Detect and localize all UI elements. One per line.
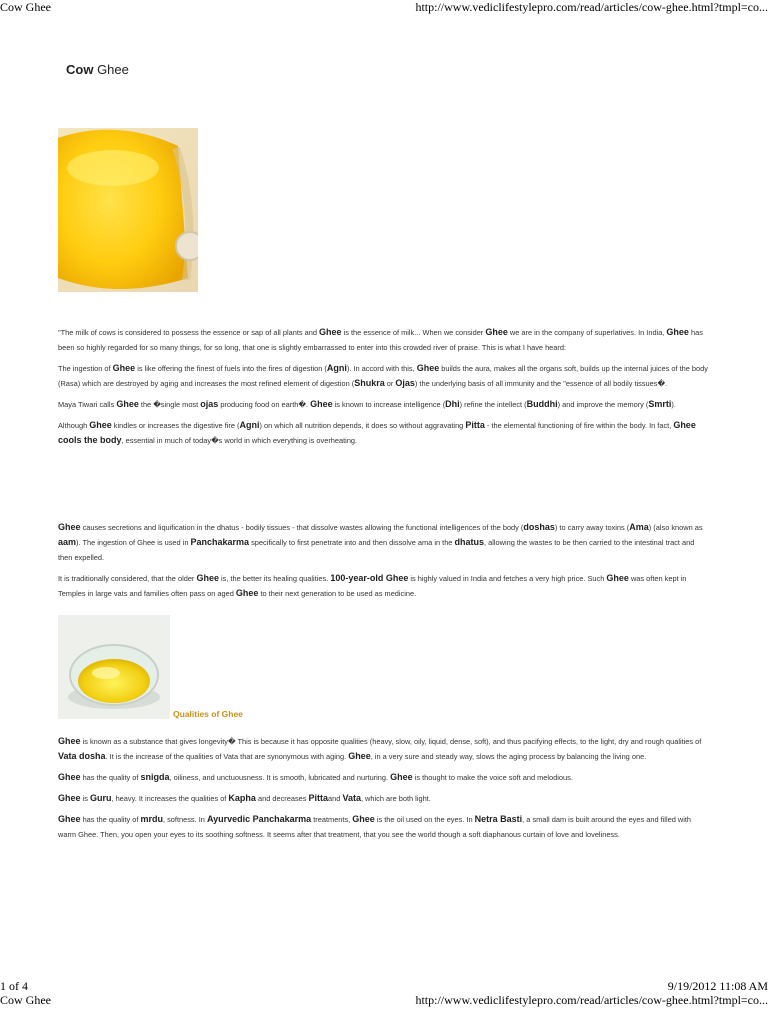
text-run: is thought to make the voice soft and melodious. xyxy=(412,773,573,782)
text-run: we are in the company of superlatives. In India, xyxy=(507,328,667,337)
text-run: Although xyxy=(58,421,90,430)
text-run: is known to increase intelligence ( xyxy=(332,400,446,409)
next-page-url: http://www.vediclifestylepro.com/read/articles/cow-ghee.html?tmpl=co... xyxy=(415,993,768,1007)
paragraph xyxy=(58,571,710,601)
paragraph xyxy=(58,812,710,842)
keyword: Pitta xyxy=(308,793,329,803)
paragraph xyxy=(58,397,710,412)
keyword: Ghee xyxy=(58,522,81,532)
text-run: ) to carry away toxins ( xyxy=(554,523,630,532)
text-run: It is traditionally considered, that the older xyxy=(58,574,197,583)
keyword: ojas xyxy=(200,399,219,409)
keyword: Agni xyxy=(326,363,347,373)
text-run: , heavy. It increases the qualities of xyxy=(111,794,229,803)
footer-page-count: 1 of 4 xyxy=(0,979,28,993)
text-run: and xyxy=(328,794,343,803)
text-run: ). In accord with this, xyxy=(346,364,417,373)
text-run: has the quality of xyxy=(80,815,141,824)
text-run: builds the aura, makes all the organs soft, builds up the internal juices of the body (Rasa) which are destroyed by aging and increases the most refined element of digestion ( xyxy=(58,364,708,388)
keyword: Ayurvedic Panchakarma xyxy=(206,814,312,824)
text-run: , oiliness, and unctuousness. It is smooth, lubricated and nurturing. xyxy=(169,773,391,782)
text-run: kindles or increases the digestive fire ( xyxy=(111,421,240,430)
keyword: Ghee xyxy=(89,420,112,430)
text-run: to their next generation to be used as medicine. xyxy=(258,589,417,598)
paragraph xyxy=(58,418,710,448)
article-title xyxy=(66,62,129,77)
keyword: Ghee xyxy=(235,588,259,598)
text-run: - the elemental functioning of fire within the body. In fact, xyxy=(484,421,674,430)
keyword: Ghee xyxy=(196,573,219,583)
keyword: Vata xyxy=(342,793,361,803)
text-run: ). xyxy=(671,400,676,409)
text-run: is the essence of milk... When we consider xyxy=(341,328,486,337)
text-run: ). The ingestion of Ghee is used in xyxy=(76,538,191,547)
keyword: Guru xyxy=(89,793,112,803)
text-run: , a small dam is built around the eyes and filled with warm Ghee. Then, you open your eyes to its soothing softness. It seems after that treatment, that you see the world though a soft diaphanous curtain of love and loveliness. xyxy=(58,815,692,839)
keyword: Dhi xyxy=(445,399,460,409)
keyword: Ghee xyxy=(666,327,689,337)
text-run: is, the better its healing qualities. xyxy=(218,574,331,583)
text-run: The ingestion of xyxy=(58,364,113,373)
keyword: Ghee xyxy=(58,814,81,824)
text-run: is highly valued in India and fetches a very high price. Such xyxy=(408,574,607,583)
article-body-bottom xyxy=(58,734,710,842)
paragraph xyxy=(58,770,710,785)
text-run: , in a very sure and steady way, slows the aging process by balancing the living one. xyxy=(370,752,647,761)
text-run: is xyxy=(80,794,90,803)
keyword: Ghee xyxy=(112,363,136,373)
article-title-rest: Ghee xyxy=(93,62,129,77)
paragraph xyxy=(58,361,710,391)
keyword: doshas xyxy=(523,522,555,532)
text-run: , allowing the wastes to be then carried to the intestinal tract and then expelled. xyxy=(58,538,695,562)
keyword: Ghee xyxy=(390,772,413,782)
footer-datetime: 9/19/2012 11:08 AM xyxy=(667,979,768,993)
text-run: ) refine the intellect ( xyxy=(459,400,527,409)
keyword: Ghee xyxy=(58,793,81,803)
header-url: http://www.vediclifestylepro.com/read/articles/cow-ghee.html?tmpl=co... xyxy=(415,0,768,14)
paragraph xyxy=(58,791,710,806)
text-run: causes secretions and liquification in the dhatus - bodily tissues - that dissolve wastes allowing the functional intelligences of the body ( xyxy=(80,523,524,532)
keyword: 100-year-old Ghee xyxy=(330,573,409,583)
keyword: Shukra xyxy=(354,378,385,388)
text-run: specifically to first penetrate into and then dissolve ama in the xyxy=(249,538,455,547)
keyword: Ghee xyxy=(116,399,139,409)
article-body-middle xyxy=(58,520,710,601)
text-run: . It is the increase of the qualities of Vata that are synonymous with aging. xyxy=(105,752,349,761)
text-run: treatments, xyxy=(311,815,353,824)
text-run: Maya Tiwari calls xyxy=(58,400,117,409)
ghee-bowl-image xyxy=(58,615,170,719)
keyword: Ghee xyxy=(348,751,371,761)
qualities-caption: Qualities of Ghee xyxy=(173,709,243,719)
keyword: Ghee xyxy=(606,573,629,583)
article-body-top xyxy=(58,325,710,448)
keyword: Ama xyxy=(629,522,649,532)
text-run: the �single most xyxy=(138,400,201,409)
keyword: dhatus xyxy=(454,537,484,547)
text-run: and decreases xyxy=(255,794,309,803)
keyword: Ghee xyxy=(310,399,333,409)
keyword: Smrti xyxy=(648,399,672,409)
text-run: has been so highly regarded for so many things, for so long, that one is slightly embarrassed to enter into this crowded river of praise. This is what I have heard: xyxy=(58,328,703,352)
text-run: ) and improve the memory ( xyxy=(557,400,649,409)
text-run: has the quality of xyxy=(80,773,141,782)
keyword: Ghee xyxy=(352,814,375,824)
text-run: , softness. In xyxy=(163,815,207,824)
keyword: Buddhi xyxy=(526,399,558,409)
text-run: is the oil used on the eyes. In xyxy=(374,815,475,824)
text-run: ) the underlying basis of all immunity and the "essence of all bodily tissues�. xyxy=(414,379,668,388)
keyword: snigda xyxy=(140,772,170,782)
keyword: mrdu xyxy=(140,814,163,824)
text-run: ) (also known as xyxy=(648,523,703,532)
paragraph xyxy=(58,520,710,565)
text-run: , essential in much of today�s world in which everything is overheating. xyxy=(121,436,358,445)
text-run: was often kept in Temples in large vats and families often pass on aged xyxy=(58,574,687,598)
keyword: Ghee xyxy=(416,363,440,373)
keyword: Ghee cools the body xyxy=(58,420,696,445)
keyword: Ghee xyxy=(485,327,508,337)
next-page-title: Cow Ghee xyxy=(0,993,51,1007)
text-run: is known as a substance that gives longevity� This is because it has opposite qualities (heavy, slow, oily, liquid, dense, soft), and thus pacifying effects, to the light, dry and rough qualities of xyxy=(80,737,702,746)
keyword: Netra Basti xyxy=(474,814,523,824)
keyword: Vata dosha xyxy=(58,751,106,761)
ghee-jar-image xyxy=(58,128,198,292)
paragraph xyxy=(58,325,710,355)
keyword: Panchakarma xyxy=(190,537,250,547)
article-title-bold: Cow xyxy=(66,62,94,77)
paragraph xyxy=(58,734,710,764)
keyword: Ojas xyxy=(395,378,415,388)
keyword: Agni xyxy=(239,420,260,430)
keyword: aam xyxy=(58,537,77,547)
text-run: is like offering the finest of fuels into the fires of digestion ( xyxy=(135,364,327,373)
keyword: Ghee xyxy=(58,736,81,746)
text-run: "The milk of cows is considered to possess the essence or sap of all plants and xyxy=(58,328,320,337)
keyword: Ghee xyxy=(58,772,81,782)
text-run: ) on which all nutrition depends, it does so without aggravating xyxy=(259,421,466,430)
keyword: Kapha xyxy=(228,793,256,803)
header-page-title: Cow Ghee xyxy=(0,0,51,14)
text-run: or xyxy=(384,379,396,388)
text-run: , which are both light. xyxy=(360,794,431,803)
keyword: Pitta xyxy=(465,420,485,430)
keyword: Ghee xyxy=(319,327,342,337)
text-run: producing food on earth�. xyxy=(218,400,311,409)
